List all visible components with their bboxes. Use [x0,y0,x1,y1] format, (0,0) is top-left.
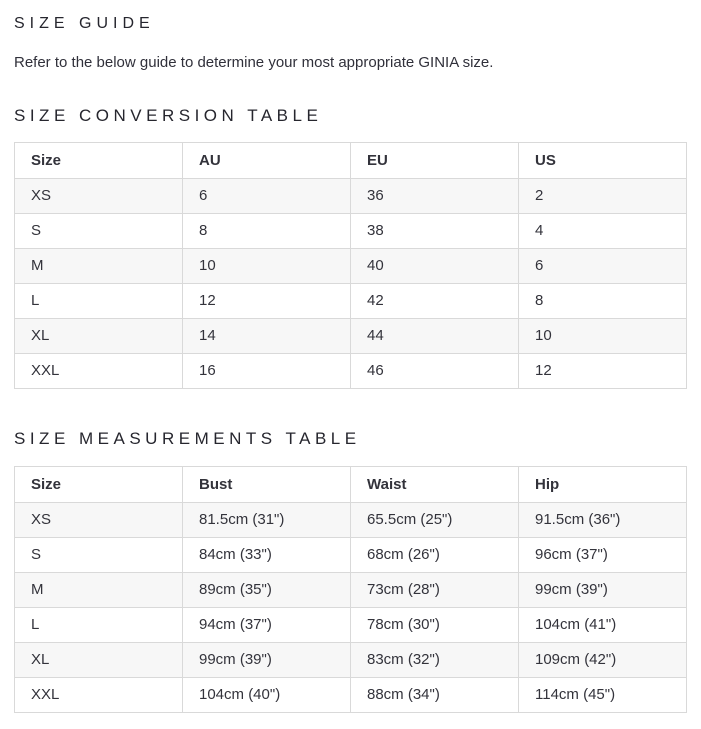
table-row [15,249,687,284]
table-cell: 96cm (37") [519,538,687,573]
table-cell: 104cm (40") [183,678,351,713]
table-cell: 99cm (39") [183,643,351,678]
table-cell: 65.5cm (25") [351,503,519,538]
column-header-bust: Bust [183,467,351,503]
table-cell: XS [15,179,183,214]
table-cell: 16 [183,354,351,389]
table-cell: M [15,573,183,608]
table-row [15,643,687,678]
table-cell: 6 [183,179,351,214]
table-cell: 12 [519,354,687,389]
table-cell: 42 [351,284,519,319]
table-cell: 109cm (42") [519,643,687,678]
table-cell: S [15,214,183,249]
table-row [15,179,687,214]
table-row [15,678,687,713]
table-cell: 88cm (34") [351,678,519,713]
table-cell: 14 [183,319,351,354]
column-header-us: US [519,143,687,179]
table-cell: 78cm (30") [351,608,519,643]
column-header-size: Size [15,467,183,503]
table-cell: XL [15,643,183,678]
table-cell: L [15,284,183,319]
table-header-row [15,143,687,179]
size-conversion-table [14,142,687,389]
measurements-table-heading: SIZE MEASUREMENTS TABLE [14,429,361,448]
table-cell: 89cm (35") [183,573,351,608]
table-cell: 81.5cm (31") [183,503,351,538]
table-cell: 8 [183,214,351,249]
table-row [15,354,687,389]
table-cell: XXL [15,354,183,389]
page-title: SIZE GUIDE [14,15,155,32]
table-cell: 83cm (32") [351,643,519,678]
size-measurements-table [14,466,687,713]
column-header-hip: Hip [519,467,687,503]
table-cell: 36 [351,179,519,214]
table-cell: 84cm (33") [183,538,351,573]
table-cell: 6 [519,249,687,284]
table-cell: XXL [15,678,183,713]
column-header-au: AU [183,143,351,179]
table-row [15,319,687,354]
table-row [15,573,687,608]
table-cell: L [15,608,183,643]
table-cell: 68cm (26") [351,538,519,573]
table-cell: 8 [519,284,687,319]
table-cell: 44 [351,319,519,354]
conversion-table-heading: SIZE CONVERSION TABLE [14,106,323,125]
table-cell: 99cm (39") [519,573,687,608]
column-header-waist: Waist [351,467,519,503]
table-row [15,503,687,538]
table-cell: 40 [351,249,519,284]
table-cell: 91.5cm (36") [519,503,687,538]
table-cell: 46 [351,354,519,389]
table-cell: S [15,538,183,573]
table-cell: 73cm (28") [351,573,519,608]
table-row [15,538,687,573]
table-row [15,608,687,643]
table-cell: XS [15,503,183,538]
table-cell: 12 [183,284,351,319]
table-cell: M [15,249,183,284]
table-row [15,214,687,249]
table-row [15,284,687,319]
table-cell: 4 [519,214,687,249]
table-cell: 10 [519,319,687,354]
table-header-row [15,467,687,503]
column-header-size: Size [15,143,183,179]
table-cell: 38 [351,214,519,249]
table-cell: 94cm (37") [183,608,351,643]
table-cell: 10 [183,249,351,284]
table-cell: 104cm (41") [519,608,687,643]
table-cell: XL [15,319,183,354]
table-cell: 2 [519,179,687,214]
intro-text: Refer to the below guide to determine your most appropriate GINIA size. [14,54,494,71]
column-header-eu: EU [351,143,519,179]
table-cell: 114cm (45") [519,678,687,713]
